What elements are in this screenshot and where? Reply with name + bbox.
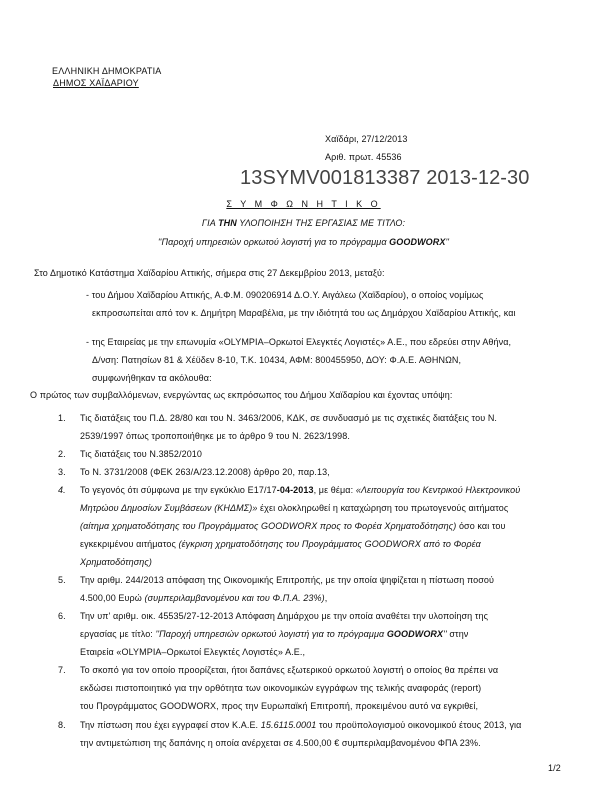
subtitle-text: ΓΙΑ (201, 218, 219, 228)
header-republic: ΕΛΛΗΝΙΚΗ ΔΗΜΟΚΡΑΤΙΑ (52, 66, 162, 76)
item-text (80, 503, 508, 513)
party-company-line-1: - της Εταιρείας με την επωνυμία «OLYMPIA–Ορκωτοί Ελεγκτές Λογιστές» Α.Ε., που εδρεύει στην Αθήνα, (86, 337, 512, 347)
party-municipality-line-1: - του Δήμου Χαϊδαρίου Αττικής, Α.Φ.Μ. 090206914 Δ.Ο.Υ. Αιγάλεω (Χαϊδαρίου), ο οποίος νομίμως (86, 290, 484, 300)
item-text: Χρηματοδότησης) (80, 557, 152, 567)
doc-subject (0, 237, 607, 247)
item-request-italic: (αίτημα χρηματοδότησης του Προγράμματος GOODWORX προς το Φορέα Χρηματοδότησης) (80, 521, 457, 531)
item-text-part: Την πίστωση που έχει εγγραφεί στον Κ.Α.Ε. (80, 720, 261, 730)
item-quote-end: '' (443, 629, 447, 639)
place-date: Χαϊδάρι, 27/12/2013 (325, 134, 408, 144)
item-number: 4. (58, 485, 66, 495)
item-approval-italic: (έγκριση χρηματοδότησης του Προγράμματος GOODWORX από το Φορέα (178, 539, 481, 549)
item-text: εκδώσει πιστοποιητικό για την ορθότητα των οικονομικών εγγράφων της τελικής αναφοράς (report) (80, 683, 482, 693)
item-subject-italic: «Λειτουργία του Κεντρικού Ηλεκτρονικού (355, 485, 521, 495)
item-text (80, 593, 327, 603)
party-company-line-2: Δ/νση: Πατησίων 81 & Χέϋδεν 8-10, Τ.Κ. 10434, ΑΦΜ: 800455950, ΔΟΥ: Φ.Α.Ε. ΑΘΗΝΩΝ, (92, 355, 462, 365)
doc-subtitle (0, 218, 607, 228)
subject-program: GOODWORX (389, 237, 446, 247)
item-text (80, 629, 468, 639)
item-text: Τις διατάξεις του Ν.3852/2010 (80, 449, 203, 459)
subtitle-bold: ΤΗΝ (218, 218, 237, 228)
protocol-number: Αριθ. πρωτ. 45536 (325, 152, 402, 162)
item-vat-note: (συμπεριλαμβανομένου και του Φ.Π.Α. 23%) (144, 593, 325, 603)
item-text-part: Το γεγονός ότι σύμφωνα με την εγκύκλιο Ε17/17 (80, 485, 277, 495)
item-date-bold: -04-2013 (276, 485, 314, 495)
item-number: 5. (58, 575, 66, 585)
item-text-part: του προϋπολογισμού οικονομικού έτους 2013, για (316, 720, 522, 730)
item-text-part: , με θέμα: (313, 485, 356, 495)
ada-code: 13SYMV001813387 2013-12-30 (240, 167, 530, 189)
item-text (80, 521, 506, 531)
item-text-part: έχει ολοκληρωθεί η καταχώρηση του πρωτογενούς αιτήματος (257, 503, 509, 513)
item-number: 7. (58, 665, 66, 675)
item-number: 1. (58, 413, 66, 423)
preamble: Ο πρώτος των συμβαλλόμενων, ενεργώντας ως εκπρόσωπος του Δήμου Χαϊδαρίου και έχοντας υπόψη: (30, 390, 453, 400)
item-number: 3. (58, 467, 66, 477)
header-municipality: ΔΗΜΟΣ ΧΑΪΔΑΡΙΟΥ (53, 78, 139, 88)
item-text: Το σκοπό για τον οποίο προορίζεται, ήτοι δαπάνες εξωτερικού ορκωτού λογιστή ο οποίος θα πρέπει να (80, 665, 499, 675)
item-text: Την αριθμ. 244/2013 απόφαση της Οικονομικής Επιτροπής, με την οποία ψηφίζεται η πίστωση ποσού (80, 575, 495, 585)
intro-paragraph: Στο Δημοτικό Κατάστημα Χαϊδαρίου Αττικής, σήμερα στις 27 Δεκεμβρίου 2013, μεταξύ: (34, 268, 385, 278)
item-text-part: , (324, 593, 328, 603)
item-budget-code: 15.6115.0001 (260, 720, 317, 730)
party-municipality-line-2: εκπροσωπείται από τον κ. Δημήτρη Μαραβέλια, με την ιδιότητά του ως Δημάρχου Χαϊδαρίου Αττικής, και (92, 308, 516, 318)
item-amount: 4.500,00 Ευρώ (80, 593, 145, 603)
party-company-line-3: συμφωνήθηκαν τα ακόλουθα: (92, 373, 212, 383)
item-subject-italic: Μητρώου Δημοσίων Συμβάσεων (ΚΗΔΜΣ)» (80, 503, 258, 513)
item-number: 6. (58, 611, 66, 621)
item-number: 2. (58, 449, 66, 459)
item-text-part: εγκεκριμένου αιτήματος (80, 539, 179, 549)
item-title-italic: ''Παροχή υπηρεσιών ορκωτού λογιστή για το πρόγραμμα (155, 629, 387, 639)
item-text: Εταιρεία «OLYMPIA–Ορκωτοί Ελεγκτές Λογιστές» Α.Ε., (80, 647, 306, 657)
doc-title: Σ Υ Μ Φ Ω Ν Η Τ Ι Κ Ο (226, 199, 381, 209)
item-text: Τις διατάξεις του Π.Δ. 28/80 και του Ν. 3463/2006, ΚΔΚ, σε συνδυασμό με τις σχετικές διατάξεις του Ν. (80, 413, 498, 423)
subtitle-text-end: ΥΛΟΠΟΙΗΣΗ ΤΗΣ ΕΡΓΑΣΙΑΣ ΜΕ ΤΙΤΛΟ: (236, 218, 406, 228)
subject-text: ''Παροχή υπηρεσιών ορκωτού λογιστή για το πρόγραμμα (157, 237, 390, 247)
subject-quote-end: '' (445, 237, 450, 247)
item-text: Το Ν. 3731/2008 (ΦΕΚ 263/Α/23.12.2008) άρθρο 20, παρ.13, (80, 467, 330, 477)
item-program-bold: GOODWORX (386, 629, 444, 639)
item-text (80, 539, 481, 549)
item-text-part: εργασίας με τίτλο: (80, 629, 156, 639)
item-text (80, 485, 520, 495)
item-text: του Προγράμματος GOODWORX, προς την Ευρωπαϊκή Επιτροπή, προκειμένου αυτό να εγκριθεί, (80, 701, 479, 711)
item-text (80, 720, 521, 730)
item-number: 8. (58, 720, 66, 730)
item-text-part: στην (446, 629, 469, 639)
page-number: 1/2 (548, 763, 561, 773)
item-text: την αντιμετώπιση της δαπάνης η οποία ανέρχεται σε 4.500,00 € συμπεριλαμβανομένου ΦΠΑ 23%. (80, 738, 481, 748)
item-text: 2539/1997 όπως τροποποιήθηκε με το άρθρο 9 του Ν. 2623/1998. (80, 431, 350, 441)
item-text-part: όσο και του (456, 521, 506, 531)
item-text: Την υπ' αριθμ. οικ. 45535/27-12-2013 Απόφαση Δημάρχου με την οποία αναθέτει την υλοποίηση της (80, 611, 489, 621)
